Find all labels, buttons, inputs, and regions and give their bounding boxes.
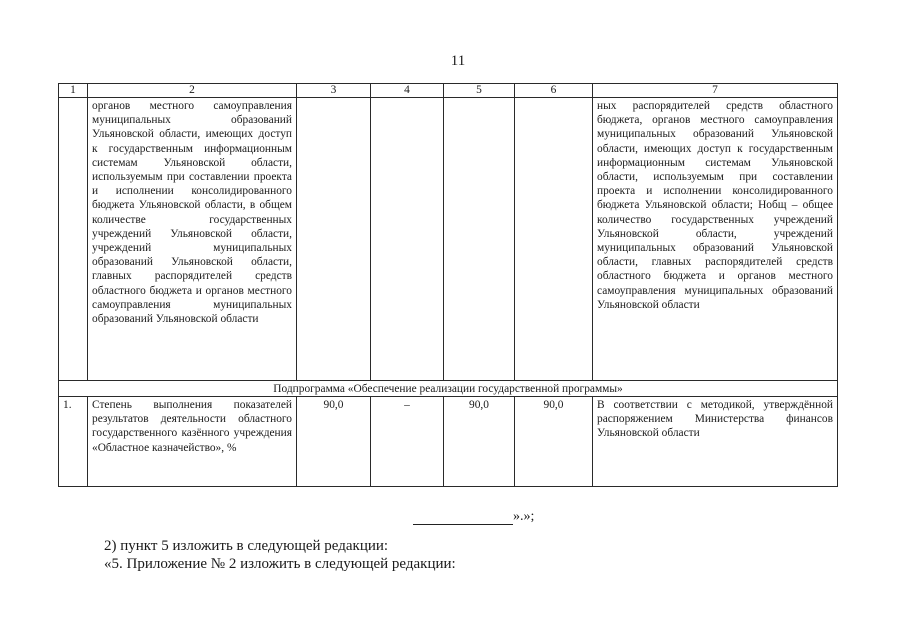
section-title: Подпрограмма «Обеспечение реализации государственной программы»: [59, 381, 838, 397]
cell-number: [59, 98, 88, 381]
cell-methodology: В соответствии с методикой, утверждённой распоряжением Министерства финансов Ульяновской области: [593, 397, 838, 487]
cell-methodology: ных распорядителей средств областного бюджета, органов местного самоуправления муниципальных образований Ульяновской области, имеющих доступ к государственным информационным системам Ульяновской области, используемым при составлении проекта и исполнении консолидированного бюджета Ульяновской области; Нобщ – общее количество государственных учреждений Ульяновской области, учреждений муниципальных образований Ульяновской области, главных распорядителей средств областного бюджета и органов местного самоуправления муниципальных образований Ульяновской области: [593, 98, 838, 381]
cell-indicator-name: Степень выполнения показателей результатов деятельности областного государственного казённого учреждения «Областное казначейство», %: [88, 397, 297, 487]
table-row: [59, 98, 838, 381]
cell-value: 90,0: [297, 397, 371, 487]
paragraph-item-5: «5. Приложение № 2 изложить в следующей редакции:: [104, 556, 456, 572]
header-col-5: 5: [444, 84, 515, 98]
signature-line: [413, 510, 513, 525]
table-header-row: [59, 84, 838, 98]
header-col-6: 6: [515, 84, 593, 98]
cell-value: [297, 98, 371, 381]
cell-value: [444, 98, 515, 381]
page-number: 11: [450, 53, 466, 69]
header-col-2: 2: [88, 84, 297, 98]
closing-mark: ».»;: [513, 509, 535, 524]
table-closing: [413, 509, 534, 525]
cell-value: [515, 98, 593, 381]
paragraph-item-2: 2) пункт 5 изложить в следующей редакции:: [104, 538, 389, 554]
cell-value: [371, 98, 444, 381]
header-col-7: 7: [593, 84, 838, 98]
cell-indicator-name: органов местного самоуправления муниципальных образований Ульяновской области, имеющих доступ к государственным информационным системам Ульяновской области, используемым при составлении проекта и исполнении консолидированного бюджета Ульяновской области, в общем количестве государственных учреждений Ульяновской области, учреждений муниципальных образований Ульяновской области, главных распорядителей средств областного бюджета и органов местного самоуправления муниципальных образований Ульяновской области: [88, 98, 297, 381]
cell-value: 90,0: [515, 397, 593, 487]
cell-value: 90,0: [444, 397, 515, 487]
cell-value: –: [371, 397, 444, 487]
header-col-3: 3: [297, 84, 371, 98]
section-row: [59, 381, 838, 397]
table-row: [59, 397, 838, 487]
header-col-4: 4: [371, 84, 444, 98]
header-col-1: 1: [59, 84, 88, 98]
cell-number: 1.: [59, 397, 88, 487]
indicators-table: [58, 83, 838, 487]
